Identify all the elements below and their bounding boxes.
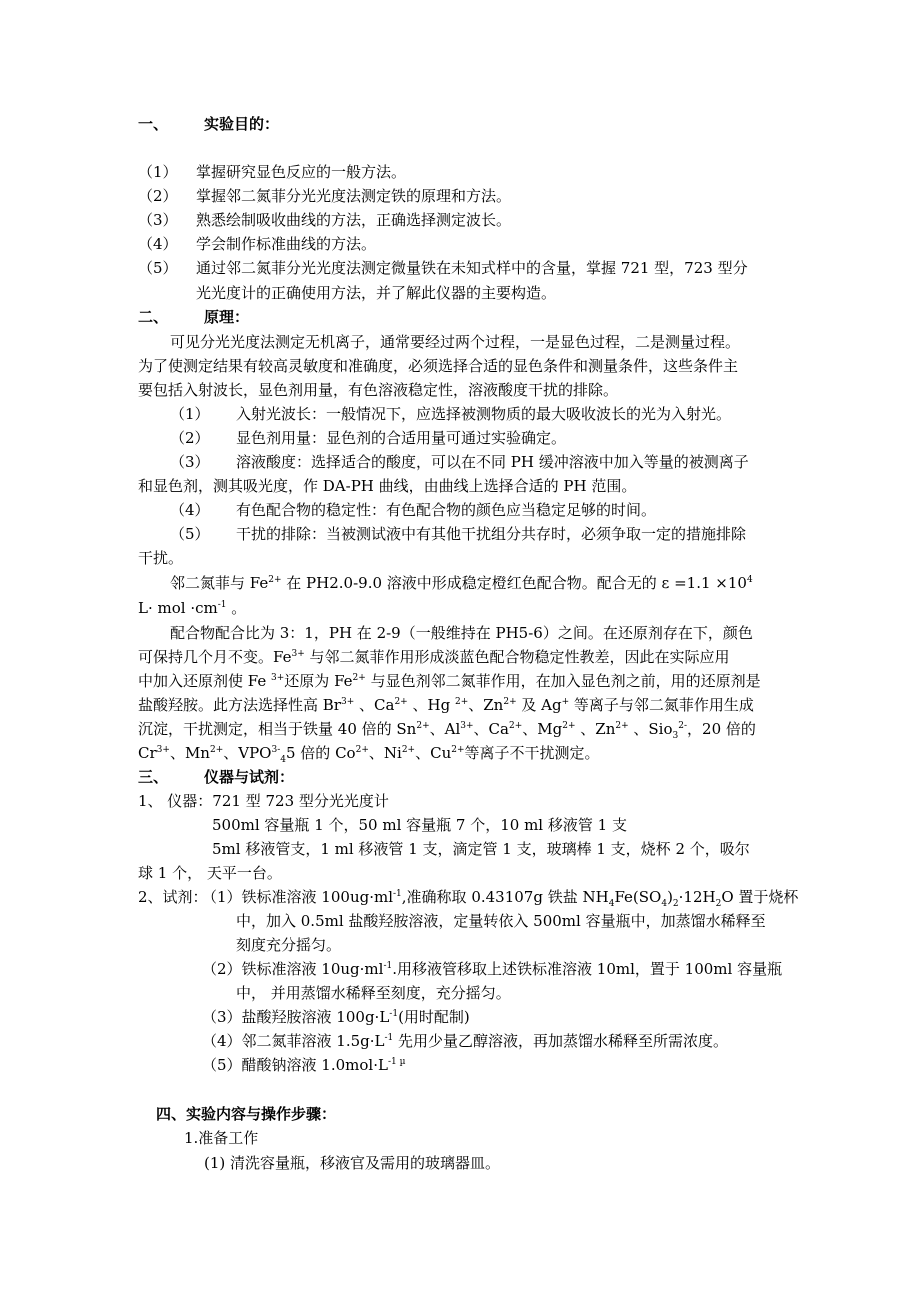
principle-paragraph-line: 可见分光光度法测定无机离子，通常要经过两个过程，一是显色过程，二是测量过程。 bbox=[170, 333, 741, 351]
subscript: 3 bbox=[672, 731, 679, 741]
section-1-number: 一、 bbox=[138, 115, 169, 133]
objective-3-text: 熟悉绘制吸收曲线的方法，正确选择测定波长。 bbox=[196, 211, 512, 229]
superscript: 2+ bbox=[209, 745, 224, 755]
ratio-paragraph-line bbox=[138, 671, 761, 691]
superscript: 2+ bbox=[615, 721, 629, 731]
objective-4-number: （4） bbox=[138, 235, 178, 253]
text-run: 、Ca bbox=[354, 696, 395, 714]
text-run: ，20 倍的 bbox=[687, 720, 756, 738]
superscript: -1 bbox=[383, 961, 393, 971]
text-run: ·12H bbox=[678, 888, 716, 906]
text-run: （1）铁标准溶液 100ug·ml bbox=[202, 888, 393, 906]
condition-4-number: （4） bbox=[170, 501, 210, 519]
text-run: O 置于烧杯 bbox=[721, 888, 799, 906]
text-run: Cr bbox=[138, 744, 157, 762]
text-run: 、Hg bbox=[407, 696, 455, 714]
condition-5-text: 干扰的排除：当被测试液中有其他干扰组分共存时，必须争取一定的措施排除 bbox=[236, 525, 747, 543]
superscript: 3- bbox=[271, 745, 281, 755]
objective-5-text: 通过邻二氮菲分光光度法测定微量铁在未知式样中的含量，掌握 721 型，723 型分 bbox=[196, 259, 748, 277]
superscript: 3+ bbox=[460, 721, 474, 731]
superscript: 3+ bbox=[340, 697, 355, 707]
section-1-title: 实验目的： bbox=[204, 115, 280, 133]
superscript: -1 µ bbox=[387, 1057, 406, 1067]
superscript: 3+ bbox=[271, 673, 285, 683]
reagent-2-line-cont: 中， 并用蒸馏水稀释至刻度，充分摇匀。 bbox=[236, 984, 511, 1002]
condition-1-text: 入射光波长：一般情况下，应选择被测物质的最大吸收波长的光为入射光。 bbox=[236, 405, 732, 423]
text-run: 、Zn bbox=[575, 720, 616, 738]
text-run: 还原为 Fe bbox=[284, 672, 353, 690]
superscript: 3+ bbox=[156, 745, 170, 755]
text-run: 5 倍的 Co bbox=[286, 744, 356, 762]
section-4-title: 四、实验内容与操作步骤： bbox=[156, 1105, 337, 1123]
section-3-title: 仪器与试剂： bbox=[204, 768, 295, 786]
principle-paragraph-line: 要包括入射波长，显色剂用量，有色溶液稳定性，溶液酸度干扰的排除。 bbox=[138, 381, 619, 399]
subscript: 2 bbox=[672, 899, 679, 909]
condition-3-text: 溶液酸度：选择适合的酸度，可以在不同 PH 缓冲溶液中加入等量的被测离子 bbox=[236, 453, 749, 471]
procedure-step-text: (1) 清洗容量瓶，移液官及需用的玻璃器皿。 bbox=[204, 1154, 501, 1172]
text-run: L· mol ·cm bbox=[138, 599, 218, 617]
text-run: （3）盐酸羟胺溶液 100g·L bbox=[202, 1008, 390, 1026]
text-run: 与显色剂邻二氮菲作用，在加入显色剂之前，用的还原剂是 bbox=[365, 672, 761, 690]
objective-2-number: （2） bbox=[138, 187, 178, 205]
text-run: 、Zn bbox=[468, 696, 504, 714]
superscript: 2+ bbox=[416, 721, 430, 731]
superscript: 2+ bbox=[562, 721, 576, 731]
ratio-paragraph-line bbox=[138, 695, 754, 715]
superscript: 3+ bbox=[291, 649, 305, 659]
condition-2-text: 显色剂用量：显色剂的合适用量可通过实验确定。 bbox=[236, 429, 567, 447]
text-run: 、Mg bbox=[522, 720, 563, 738]
reagent-label: 2、试剂： bbox=[138, 888, 208, 906]
superscript: 2+ bbox=[352, 673, 366, 683]
objective-2-text: 掌握邻二氮菲分光光度法测定铁的原理和方法。 bbox=[196, 187, 512, 205]
objective-3-number: （3） bbox=[138, 211, 178, 229]
text-run: 盐酸羟胺。此方法选择性高 Br bbox=[138, 696, 341, 714]
text-run: ,准确称取 0.43107g 铁盐 NH bbox=[401, 888, 609, 906]
superscript: + bbox=[561, 697, 570, 707]
ratio-paragraph-line: 配合物配合比为 3：1，PH 在 2-9（一般维持在 PH5-6）之间。在还原剂存在下，颜色 bbox=[170, 624, 753, 642]
subscript: 4 bbox=[608, 899, 615, 909]
condition-1-number: （1） bbox=[170, 405, 210, 423]
text-run: 、VPO bbox=[223, 744, 272, 762]
instrument-line: 球 1 个， 天平一台。 bbox=[138, 864, 282, 882]
text-run: 与邻二氮菲作用形成淡蓝色配合物稳定性教差，因此在实际应用 bbox=[304, 648, 730, 666]
superscript: 2+ bbox=[454, 697, 469, 707]
principle-paragraph-line: 为了使测定结果有较高灵敏度和准确度，必须选择合适的显色条件和测量条件，这些条件主 bbox=[138, 357, 739, 375]
text-run: 、Ca bbox=[473, 720, 509, 738]
text-run: （2）铁标准溶液 10ug·ml bbox=[202, 960, 384, 978]
condition-2-number: （2） bbox=[170, 429, 210, 447]
text-run: 。 bbox=[226, 599, 247, 617]
text-run: 、Sio bbox=[628, 720, 673, 738]
reagent-5-line bbox=[202, 1055, 405, 1075]
text-run: 在 PH2.0-9.0 溶液中形成稳定橙红色配合物。配合无的 ε =1.1 ×10 bbox=[281, 574, 747, 592]
subscript: 2 bbox=[715, 899, 722, 909]
objective-1-number: （1） bbox=[138, 163, 178, 181]
text-run: .用移液管移取上述铁标准溶液 10ml，置于 100ml 容量瓶 bbox=[392, 960, 783, 978]
ratio-paragraph-line bbox=[138, 743, 600, 763]
superscript: -1 bbox=[389, 1009, 399, 1019]
subscript: 4 bbox=[280, 755, 286, 765]
reagent-3-line bbox=[202, 1007, 470, 1027]
subscript: 4 bbox=[661, 899, 668, 909]
ratio-paragraph-line bbox=[138, 647, 730, 667]
text-run: （5）醋酸钠溶液 1.0mol·L bbox=[202, 1056, 388, 1074]
superscript: -1 bbox=[384, 1033, 394, 1043]
text-run: （4）邻二氮菲溶液 1.5g·L bbox=[202, 1032, 385, 1050]
superscript: 4 bbox=[746, 575, 753, 585]
condition-3-text-cont: 和显色剂，测其吸光度，作 DA-PH 曲线，由曲线上选择合适的 PH 范围。 bbox=[138, 477, 637, 495]
text-run: Fe(SO bbox=[614, 888, 662, 906]
text-run: 邻二氮菲与 Fe bbox=[170, 574, 269, 592]
superscript: 2+ bbox=[508, 721, 523, 731]
instrument-line: 1、 仪器：721 型 723 型分光光度计 bbox=[138, 792, 389, 810]
section-3-number: 三、 bbox=[138, 768, 169, 786]
objective-1-text: 掌握研究显色反应的一般方法。 bbox=[196, 163, 407, 181]
text-run: 可保持几个月不变。Fe bbox=[138, 648, 292, 666]
superscript: 2+ bbox=[401, 745, 416, 755]
superscript: 2+ bbox=[451, 745, 465, 755]
reagent-1-line-cont: 中，加入 0.5ml 盐酸羟胺溶液，定量转依入 500ml 容量瓶中，加蒸馏水稀释至 bbox=[236, 912, 766, 930]
section-2-number: 二、 bbox=[138, 308, 169, 326]
text-run: 、Al bbox=[429, 720, 461, 738]
condition-5-text-cont: 干扰。 bbox=[138, 549, 184, 567]
superscript: -1 bbox=[217, 600, 227, 610]
instrument-line: 500ml 容量瓶 1 个，50 ml 容量瓶 7 个，10 ml 移液管 1 支 bbox=[212, 816, 627, 834]
superscript: 2+ bbox=[394, 697, 408, 707]
ratio-paragraph-line bbox=[138, 719, 756, 739]
procedure-step-heading: 1.准备工作 bbox=[184, 1129, 259, 1147]
text-run: 沉淀，干扰测定，相当于铁量 40 倍的 Sn bbox=[138, 720, 417, 738]
superscript: 2+ bbox=[268, 575, 282, 585]
complex-paragraph-cont bbox=[138, 598, 246, 618]
reagent-1-line-cont: 刻度充分摇匀。 bbox=[236, 936, 342, 954]
text-run: 、Mn bbox=[169, 744, 210, 762]
superscript: 2- bbox=[678, 721, 688, 731]
text-run: ) bbox=[667, 888, 673, 906]
text-run: 先用少量乙醇溶液，再加蒸馏水稀释至所需浓度。 bbox=[393, 1032, 729, 1050]
reagent-4-line bbox=[202, 1031, 728, 1051]
text-run: 、Ni bbox=[368, 744, 402, 762]
text-run: 中加入还原剂使 Fe bbox=[138, 672, 272, 690]
text-run: 、Cu bbox=[415, 744, 452, 762]
complex-paragraph bbox=[170, 573, 753, 593]
text-run: 及 Ag bbox=[516, 696, 562, 714]
superscript: 2+ bbox=[355, 745, 369, 755]
text-run: 等离子与邻二氮菲作用生成 bbox=[569, 696, 754, 714]
objective-4-text: 学会制作标准曲线的方法。 bbox=[196, 235, 377, 253]
objective-5-number: （5） bbox=[138, 259, 178, 277]
condition-5-number: （5） bbox=[170, 525, 210, 543]
reagent-2-line bbox=[202, 959, 782, 979]
text-run: 等离子不干扰测定。 bbox=[464, 744, 600, 762]
instrument-line: 5ml 移液管支，1 ml 移液管 1 支，滴定管 1 支，玻璃棒 1 支，烧杯 2 个，吸尔 bbox=[212, 840, 750, 858]
reagent-1-line bbox=[202, 887, 798, 907]
condition-4-text: 有色配合物的稳定性：有色配合物的颜色应当稳定足够的时间。 bbox=[236, 501, 657, 519]
condition-3-number: （3） bbox=[170, 453, 210, 471]
superscript: -1 bbox=[393, 889, 402, 899]
objective-5-text-cont: 光光度计的正确使用方法，并了解此仪器的主要构造。 bbox=[196, 284, 557, 302]
section-2-title: 原理： bbox=[204, 308, 250, 326]
text-run: (用时配制) bbox=[398, 1008, 470, 1026]
superscript: 2+ bbox=[503, 697, 517, 707]
